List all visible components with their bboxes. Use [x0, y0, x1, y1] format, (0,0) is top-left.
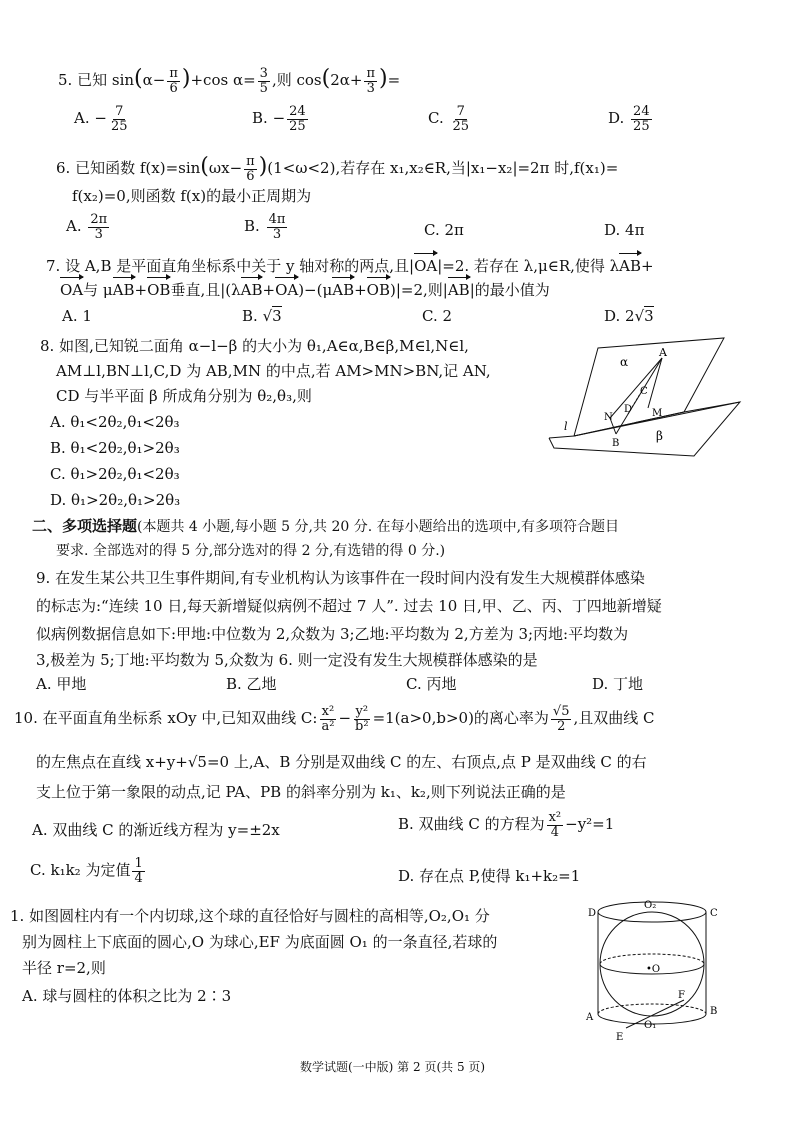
question-7-line2: OA与 μAB+OB垂直,且|(λAB+OA)−(μAB+OB)|=2,则|AB|的最小值为 — [60, 276, 550, 305]
label-a: A — [659, 346, 667, 359]
option-c: C. 丙地 — [406, 675, 457, 693]
question-5: 5. 已知 sin(α− $\frac{\pi}{6}$ )+cos α= $\frac{3}{5}$ ,则 cos(2α+ $\frac{\pi}{3}$ )= — [58, 65, 401, 96]
option-b: B. $\frac{4\pi}{3}$ — [244, 211, 286, 242]
option-d: D. 丁地 — [592, 675, 644, 693]
fraction: $\frac{\pi}{6}$ — [169, 65, 178, 96]
option-c: C. θ₁>2θ₂,θ₁<2θ₃ — [50, 465, 180, 483]
option-c: C. 2π — [424, 221, 464, 239]
section-heading: 二、多项选择题(本题共 4 小题,每小题 5 分,共 20 分. 在每小题给出的选项中,有多项符合题目 — [32, 517, 620, 535]
question-11: 1. 如图圆柱内有一个内切球,这个球的直径恰好与圆柱的高相等,O₂,O₁ 分 — [10, 907, 490, 925]
fraction: $\frac{3}{5}$ — [259, 65, 268, 96]
question-9: 9. 在发生某公共卫生事件期间,有专业机构认为该事件在一段时间内没有发生大规模群体感染 — [36, 569, 645, 587]
question-number: 5. — [58, 71, 73, 89]
label-d: D — [588, 908, 597, 919]
option-a: A. − $\frac{7}{25}$ — [74, 103, 128, 134]
label-b: B — [612, 438, 620, 449]
label-n: N — [604, 412, 613, 423]
option-d: D. 2√3 — [604, 307, 654, 325]
question-6: 6. 已知函数 f(x)=sin(ωx− $\frac{\pi}{6}$ )(1<ω<2),若存在 x₁,x₂∈R,当|x₁−x₂|=2π 时,f(x₁)= — [56, 153, 619, 184]
option-b: B. θ₁<2θ₂,θ₁>2θ₃ — [50, 439, 180, 457]
question-9-line4: 3,极差为 5;丁地:平均数为 5,众数为 6. 则一定没有发生大规模群体感染的是 — [36, 651, 538, 669]
option-c: C. $\frac{7}{25}$ — [428, 103, 470, 134]
option-b: B. 乙地 — [226, 675, 277, 693]
question-11-line2: 别为圆柱上下底面的圆心,O 为球心,EF 为底面圆 O₁ 的一条直径,若球的 — [22, 933, 498, 951]
option-c: C. k₁k₂ 为定值 $\frac{1}{4}$ — [30, 855, 143, 886]
question-10-line2: 的左焦点在直线 x+y+√5=0 上,A、B 分别是双曲线 C 的左、右顶点,点 P 是双曲线 C 的右 — [36, 753, 647, 771]
option-a: A. $\frac{2\pi}{3}$ — [66, 211, 108, 242]
option-a: A. θ₁<2θ₂,θ₁<2θ₃ — [50, 413, 180, 431]
label-e: E — [616, 1032, 624, 1043]
question-6-line2: f(x₂)=0,则函数 f(x)的最小正周期为 — [72, 187, 312, 205]
label-c: C — [640, 386, 648, 397]
label-alpha: α — [620, 355, 629, 369]
section-desc: 要求. 全部选对的得 5 分,部分选对的得 2 分,有选错的得 0 分.) — [56, 543, 446, 559]
label-a: A — [586, 1012, 594, 1023]
option-b: B. − $\frac{24}{25}$ — [252, 103, 306, 134]
option-a: A. 甲地 — [36, 675, 87, 693]
question-8-line3: CD 与半平面 β 所成角分别为 θ₂,θ₃,则 — [56, 387, 312, 405]
option-d: D. 4π — [604, 221, 645, 239]
dihedral-angle-figure — [544, 326, 744, 466]
label-o1: O₁ — [644, 1020, 657, 1031]
question-7: 7. 设 A,B 是平面直角坐标系中关于 y 轴对称的两点,且|OA|=2. 若存在 λ,μ∈R,使得 λAB+ — [46, 252, 654, 281]
question-10: 10. 在平面直角坐标系 xOy 中,已知双曲线 C: $\frac{\text{x²}}{\text{a²}}$ − $\frac{\text{y²}}{\text{b²}}$ =1(a>0,b>0)的离心率为 $\frac{√5}{2}$ ,且双曲线 C — [14, 703, 655, 734]
label-l: l — [564, 420, 568, 433]
label-c: C — [710, 908, 718, 919]
label-d: D — [624, 404, 633, 415]
cylinder-sphere-figure — [580, 896, 730, 1046]
label-m: M — [652, 408, 663, 419]
question-9-line3: 似病例数据信息如下:甲地:中位数为 2,众数为 3;乙地:平均数为 2,方差为 3;丙地:平均数为 — [36, 625, 629, 643]
label-b: B — [710, 1006, 718, 1017]
question-10-line3: 支上位于第一象限的动点,记 PA、PB 的斜率分别为 k₁、k₂,则下列说法正确的是 — [36, 783, 566, 801]
option-a: A. 1 — [62, 307, 92, 325]
label-beta: β — [656, 429, 663, 443]
option-d: D. 存在点 P,使得 k₁+k₂=1 — [398, 867, 581, 885]
option-d: D. θ₁>2θ₂,θ₁>2θ₃ — [50, 491, 181, 509]
label-f: F — [678, 990, 685, 1001]
option-a: A. 双曲线 C 的渐近线方程为 y=±2x — [32, 821, 280, 839]
question-8: 8. 如图,已知锐二面角 α−l−β 的大小为 θ₁,A∈α,B∈β,M∈l,N∈l, — [40, 337, 469, 355]
question-11-line3: 半径 r=2,则 — [22, 959, 106, 977]
option-b: B. 双曲线 C 的方程为 $\frac{\text{x²}}{4}$ −y²=1 — [398, 809, 615, 840]
option-b: B. √3 — [242, 307, 282, 325]
page-footer: 数学试题(一中版) 第 2 页(共 5 页) — [300, 1060, 486, 1074]
question-9-line2: 的标志为:“连续 10 日,每天新增疑似病例不超过 7 人”. 过去 10 日,甲、乙、丙、丁四地新增疑 — [36, 597, 662, 615]
fraction: $\frac{\pi}{3}$ — [366, 65, 375, 96]
option-d: D. $\frac{24}{25}$ — [608, 103, 650, 134]
question-8-line2: AM⊥l,BN⊥l,C,D 为 AB,MN 的中点,若 AM>MN>BN,记 AN, — [56, 362, 491, 380]
option-c: C. 2 — [422, 307, 453, 325]
label-o: •O — [646, 964, 661, 975]
label-o2: O₂ — [644, 900, 657, 911]
option-a: A. 球与圆柱的体积之比为 2∶3 — [22, 987, 232, 1005]
